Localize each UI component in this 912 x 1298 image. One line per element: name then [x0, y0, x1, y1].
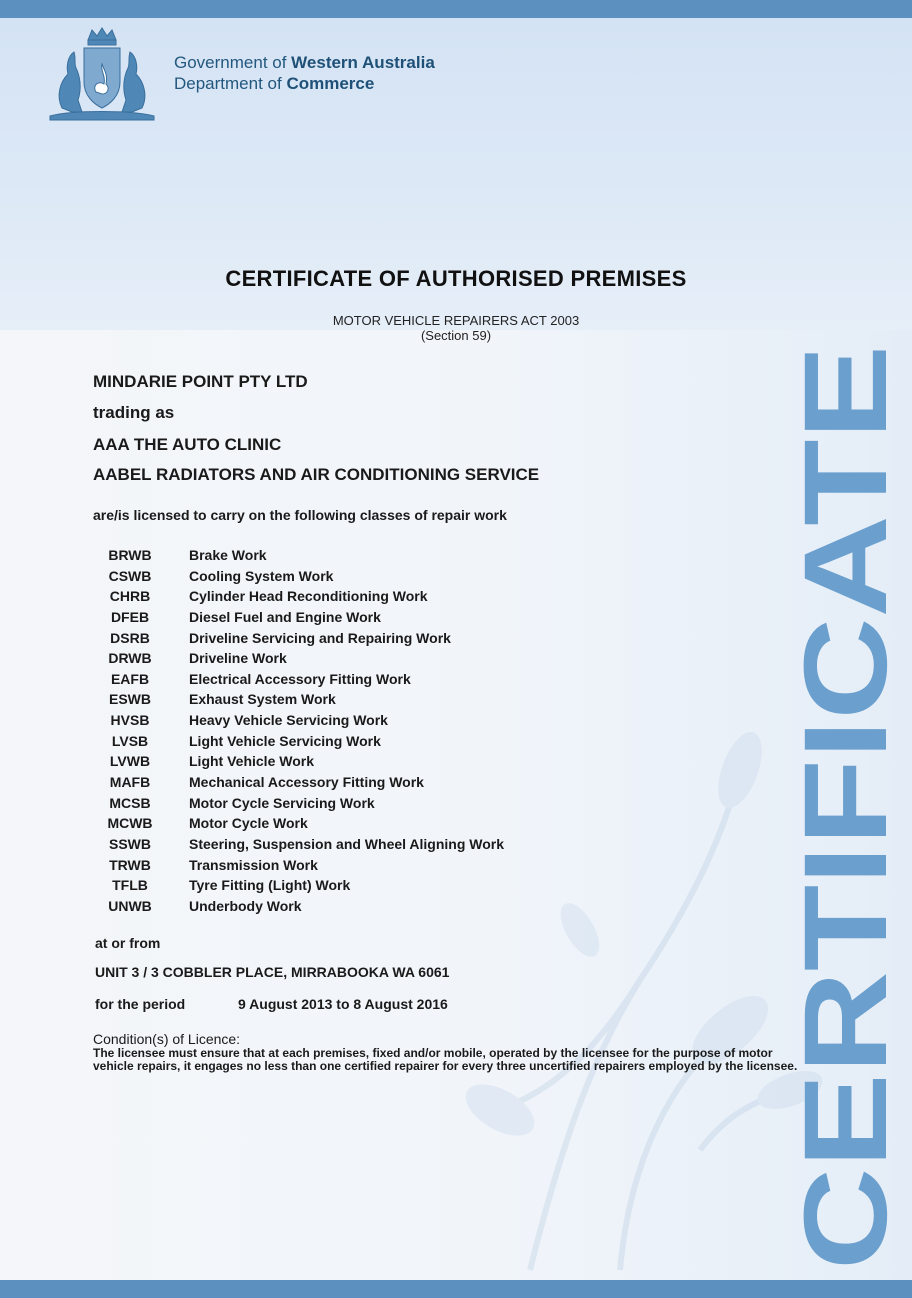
class-row	[100, 774, 570, 795]
government-line	[174, 52, 435, 73]
class-row	[100, 691, 570, 712]
certificate-watermark	[780, 340, 912, 1270]
class-code: HVSB	[110, 712, 150, 729]
department-prefix: Department of	[174, 74, 287, 93]
class-code: CHRB	[109, 588, 151, 605]
wa-coat-of-arms-icon	[42, 26, 162, 122]
conditions-text: The licensee must ensure that at each premises, fixed and/or mobile, operated by the licensee for the purpose of motor vehicle repairs, it engages no less than one certified repairer for every three uncertified repairers employed by the licensee.	[93, 1046, 798, 1073]
trade-name-1: AAA THE AUTO CLINIC	[93, 435, 282, 454]
class-description: Underbody Work	[189, 897, 302, 914]
class-description: Heavy Vehicle Servicing Work	[189, 712, 388, 729]
class-code: TRWB	[109, 856, 151, 873]
class-code: SSWB	[109, 835, 151, 852]
class-row	[100, 588, 570, 609]
department-name: Commerce	[286, 74, 375, 93]
trading-as-label: trading as	[93, 403, 175, 422]
class-code: DRWB	[108, 650, 152, 667]
class-row	[100, 712, 570, 733]
class-description: Steering, Suspension and Wheel Aligning Work	[189, 835, 505, 852]
premises-address: UNIT 3 / 3 COBBLER PLACE, MIRRABOOKA WA 6061	[95, 964, 450, 980]
class-description: Transmission Work	[189, 856, 318, 873]
class-code: MCWB	[107, 815, 153, 832]
class-code: UNWB	[108, 897, 152, 914]
repair-classes-list	[100, 547, 570, 919]
class-code: LVSB	[111, 732, 149, 749]
class-row	[100, 568, 570, 589]
conditions-heading: Condition(s) of Licence:	[93, 1031, 241, 1047]
class-description: Cylinder Head Reconditioning Work	[189, 588, 428, 605]
act-reference	[0, 313, 912, 343]
class-description: Cooling System Work	[189, 567, 334, 584]
class-row	[100, 547, 570, 568]
class-row	[100, 671, 570, 692]
class-row	[100, 630, 570, 651]
class-code: CSWB	[108, 567, 152, 584]
class-description: Exhaust System Work	[189, 691, 336, 708]
government-state: Western Australia	[291, 53, 435, 72]
class-description: Diesel Fuel and Engine Work	[189, 608, 381, 625]
class-code: TFLB	[112, 877, 148, 894]
class-description: Light Vehicle Work	[189, 753, 314, 770]
class-row	[100, 877, 570, 898]
period-label: for the period	[95, 996, 186, 1012]
trade-name-2: AABEL RADIATORS AND AIR CONDITIONING SERVICE	[93, 465, 540, 484]
class-row	[100, 733, 570, 754]
top-border-strip	[0, 0, 912, 18]
class-description: Light Vehicle Servicing Work	[189, 732, 381, 749]
class-description: Driveline Servicing and Repairing Work	[189, 629, 451, 646]
class-row	[100, 857, 570, 878]
act-section: (Section 59)	[420, 328, 492, 343]
class-row	[100, 650, 570, 671]
period-value: 9 August 2013 to 8 August 2016	[238, 996, 448, 1012]
licence-lead-text: are/is licensed to carry on the following classes of repair work	[93, 507, 507, 523]
issuer-block	[174, 52, 435, 94]
class-description: Electrical Accessory Fitting Work	[189, 670, 411, 687]
class-row	[100, 795, 570, 816]
class-code: MAFB	[109, 774, 151, 791]
act-name: MOTOR VEHICLE REPAIRERS ACT 2003	[332, 313, 580, 328]
class-row	[100, 898, 570, 919]
class-code: BRWB	[108, 547, 152, 563]
class-code: DFEB	[110, 608, 150, 625]
certificate-title: CERTIFICATE OF AUTHORISED PREMISES	[225, 266, 687, 291]
class-code: EAFB	[110, 670, 150, 687]
company-name: MINDARIE POINT PTY LTD	[93, 372, 308, 391]
watermark-text: CERTIFICATE	[780, 498, 912, 1270]
class-code: MCSB	[109, 794, 151, 811]
class-description: Tyre Fitting (Light) Work	[189, 877, 351, 894]
class-row	[100, 815, 570, 836]
department-line	[174, 73, 435, 94]
class-description: Mechanical Accessory Fitting Work	[189, 774, 424, 791]
class-row	[100, 836, 570, 857]
class-description: Motor Cycle Work	[189, 815, 308, 832]
class-code: LVWB	[109, 753, 151, 770]
government-prefix: Government of	[174, 53, 292, 72]
class-row	[100, 753, 570, 774]
class-description: Brake Work	[189, 547, 267, 563]
class-description: Motor Cycle Servicing Work	[189, 794, 375, 811]
class-description: Driveline Work	[189, 650, 287, 667]
bottom-border-strip	[0, 1280, 912, 1298]
class-row	[100, 609, 570, 630]
at-or-from-label: at or from	[95, 935, 161, 951]
class-code: DSRB	[110, 629, 150, 646]
class-code: ESWB	[109, 691, 151, 708]
